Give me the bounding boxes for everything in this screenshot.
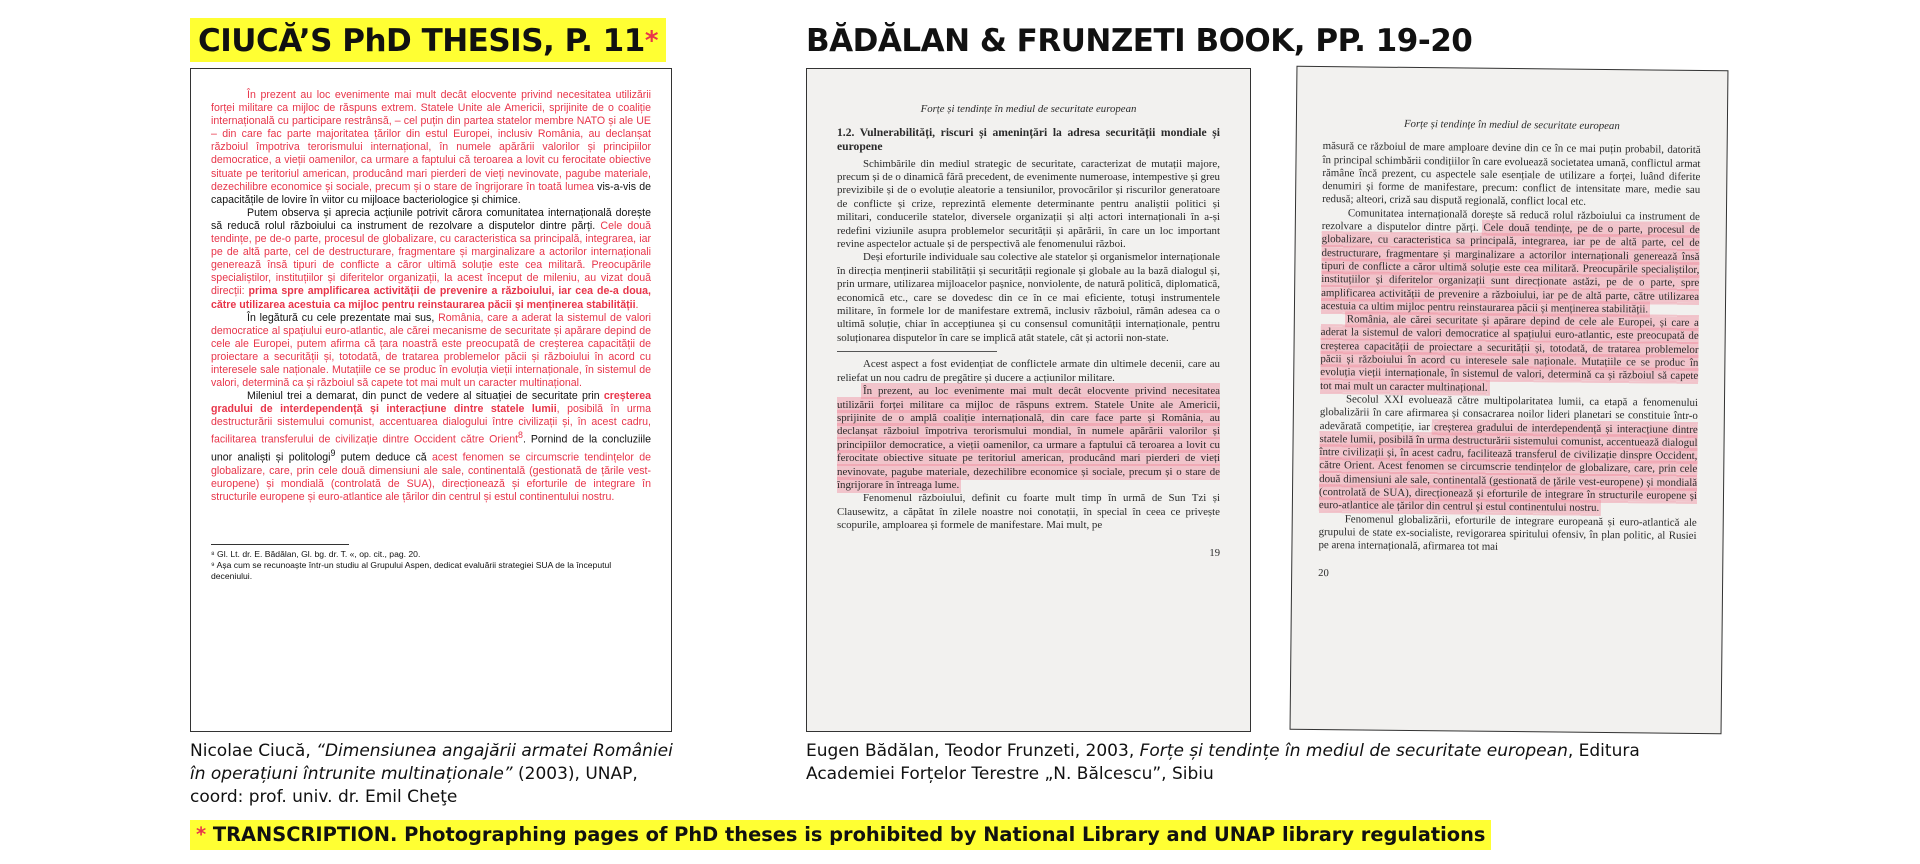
transcription-marker: * bbox=[196, 823, 207, 846]
plain-text: Comunitatea internațională dorește să reducă rolul războiului ca instrument de rezolvare a disputelor dintre părți. bbox=[1321, 207, 1700, 234]
copied-text: Cele două tendințe, pe de-o parte, procesul de globalizare, cu caracteristica sa principală, integrarea, iar pe de altă parte, cel de destructurare, fragmentare și marginalizare a actorilor internaționali generează însă tipuri de conflicte a căror ultimă soluție este cea militară. Preocupările specialiștilor, instituțiilor și diferitelor organizații, la acest început de mileniu, au vizat două direcții: bbox=[211, 219, 651, 298]
original-text: În legătură cu cele prezentate mai sus, bbox=[247, 311, 439, 324]
book-paragraph: măsură ce războiul de mare amploare devine din ce în ce mai puțin probabil, datorită în principal schimbării condițiilor în care evoluează societatea umană, conflictul armat rămâne încă prezent, cu aspectele sale esențiale de utilizare a forței, luând diferite denumiri și forme de manifestare, precum: conflict de intensitate mare, medie sau redusă; alteori, criză sau dispută regională, conflict local etc. bbox=[1322, 140, 1701, 209]
copied-text: România, care a aderat la sistemul de valori democratice al spațiului euro-atlantic, ale cărei mecanisme de securitate și apărare depind de cele ale Europei, putem afirma că țara noastră este preocupată de creșterea capacității de proiectare a securității și, totodată, de tratarea problemelor păcii și războiului în acord cu interesele sale naționale. Mutațiile ce se produc în evoluția vieții internaționale, în sistemul de valori, determină ca și războiul să capete tot mai mult un caracter multinațional. bbox=[211, 311, 651, 390]
thesis-caption bbox=[190, 740, 690, 809]
original-text: Putem observa și aprecia acțiunile potrivit cărora comunitatea internațională dorește să reducă rolul războiului ca instrument de rezolvare a disputelor dintre părți. bbox=[211, 206, 651, 232]
footnote: ⁸ Gl. Lt. dr. E. Bădălan, Gl. bg. dr. T. «, op. cit., pag. 20. bbox=[211, 548, 421, 559]
footnote-divider bbox=[211, 544, 349, 545]
book-paragraph: Acest aspect a fost evidențiat de conflictele armate din ultimele decenii, care au reliefat un nou cadru de pregătire și ducere a acțiunilor militare. bbox=[837, 358, 1220, 384]
book-paragraph-highlighted bbox=[837, 385, 1220, 492]
thesis-title: CIUCĂ’S PhD THESIS, P. 11 bbox=[198, 23, 645, 59]
book-paragraph bbox=[1319, 393, 1698, 517]
highlighted-match: Cele două tendințe, pe de o parte, procesul de globalizare, cu caracteristica sa principală, integrarea, iar pe de altă parte, cel de destructurare, fragmentare și marginalizare a actorilor internaționali generează însă tipuri de conflicte a căror ultimă soluție este cea militară. Preocupările specialiștilor, instituțiilor și diferitelor organizații sunt direcționate astăzi, pe de o parte, spre amplificarea activității de prevenire a războiului, iar pe de altă parte, către utilizarea acestuia ca ultim mijloc pentru reinstaurarea păcii și menținerea stabilității. bbox=[1320, 221, 1700, 316]
running-head: Forțe și tendințe în mediul de securitate european bbox=[1403, 117, 1620, 133]
caption-details: (2003), UNAP, coord: prof. univ. dr. Emil Cheţe bbox=[190, 764, 638, 807]
copied-text-bold: creșterea gradului de interdependență și interacțiune dintre statele lumii bbox=[211, 390, 651, 416]
page-number: 19 bbox=[1209, 547, 1220, 559]
original-text: vis-a-vis de capacitățile de lovire în viitor cu mijloace bacteriologice și chimice. bbox=[211, 180, 651, 206]
thesis-paragraph bbox=[211, 312, 651, 391]
thesis-paragraph bbox=[211, 390, 651, 504]
thesis-paragraph bbox=[211, 89, 651, 207]
caption-author: Nicolae Ciucă, bbox=[190, 741, 317, 761]
copied-text: , posibilă în urma destructurării sistemului comunist, accentuarea dialogului între civilizații și, în acest cadru, facilitarea transferului de civilizație dintre Occident către Orient bbox=[211, 403, 651, 446]
running-head: Forțe și tendințe în mediul de securitate european bbox=[920, 103, 1137, 115]
copied-text: În prezent au loc evenimente mai mult decât elocvente privind necesitatea utilizării forței militare ca mijloc de răspuns extrem. Statele Unite ale Americii, sprijinite de o coaliție internațională cu participare restrânsă, – cel puțin din partea statelor membre NATO și ale UE – din care fac parte majoritatea țărilor din estul Europei, inclusiv România, au declanșat războiul împotriva terorismului internațional, în numele apărării valorilor și principiilor democratice, a vieții oamenilor, ca urmare a faptului că teroarea a lovit cu ferocitate obiective situate pe teritoriul american, producând mari pierderi de vieți nevinovate, pagube materiale, dezechilibre economice și sociale, precum și o stare de îngrijorare în toată lumea bbox=[211, 89, 651, 193]
footnote-ref: 9 bbox=[330, 448, 336, 459]
footnote-ref: 8 bbox=[518, 430, 523, 441]
caption-title: Forțe și tendințe în mediul de securitate european bbox=[1139, 741, 1568, 761]
footnote: ⁹ Așa cum se recunoaște într-un studiu al Grupului Aspen, dedicat evaluării strategiei SUA de la începutul deceniului. bbox=[211, 559, 612, 581]
book-paragraph: Fenomenul globalizării, eforturile de integrare europeană și euro-atlantică ale grupului de state ex-socialiste, revigorarea spiritului ofensiv, în plan politic, al Rusiei pe arena internațională, afirmarea tot mai bbox=[1318, 512, 1697, 554]
divider bbox=[837, 351, 997, 352]
thesis-title-highlight bbox=[190, 18, 666, 62]
book-paragraph: Fenomenul războiului, definit cu foarte mult timp în urmă de Sun Tzi și Clausewitz, a căpătat în zilele noastre noi conotații, în special în ceea ce privește scopurile, amploarea și formele de manifestare. Mai mult, pe bbox=[837, 492, 1220, 532]
copied-text-bold: prima spre amplificarea activității de prevenire a războiului, iar cea de-a doua, către utilizarea acestuia ca mijloc pentru reinstaurarea păcii și menținerea stabilității bbox=[211, 285, 651, 311]
book-title: BĂDĂLAN & FRUNZETI BOOK, PP. 19-20 bbox=[806, 23, 1473, 59]
section-heading: 1.2. Vulnerabilități, riscuri și amenințări la adresa securității mondiale și europene bbox=[837, 126, 1220, 153]
book-paragraph bbox=[1321, 207, 1700, 317]
copied-text: . bbox=[635, 298, 639, 311]
original-text: Mileniul trei a demarat, din punct de vedere al situației de securitate prin bbox=[247, 390, 604, 403]
highlighted-match: În prezent, au loc evenimente mai mult decât elocvente privind necesitatea utilizării forței militare ca mijloc de răspuns extrem. Statele Unite ale Americii, sprijinite de o amplă coaliție internațională, din care face parte și România, au declanșat războiul împotriva terorismului mondial, în numele apărării valorilor și principiilor democratice, a vieții oamenilor, ca urmare a faptului că teroarea a lovit cu ferocitate obiective situate pe teritoriul american, producând mari pierderi de vieți nevinovate, pagube materiale, dezechilibre economice și sociale, precum și o stare de îngrijorare în întreaga lume. bbox=[837, 385, 1220, 491]
page-number: 20 bbox=[1318, 567, 1329, 579]
transcription-note bbox=[190, 820, 1491, 850]
thesis-page-transcription bbox=[190, 68, 672, 732]
book-scan-page-20 bbox=[1290, 66, 1729, 734]
book-caption bbox=[806, 740, 1706, 786]
book-paragraph: Schimbările din mediul strategic de securitate, caracterizat de mutații majore, precum și de o dinamică fără precedent, de evenimente numeroase, intempestive și greu previzibile și de o evoluție aleatorie a tensiunilor, provocărilor și riscurilor generatoare de conflicte și crize, reprezintă elemente determinante pentru analiștii politici și militari, conducerile statelor, diversele organizații și alți actori internaționali în a-și redefini viziunile asupra problemelor securității și apărării, în care un loc important revine aspectelor actuale și de perspectivă ale fenomenului război. bbox=[837, 157, 1220, 251]
plain-text: Secolul XXI evoluează către multipolaritatea lumii, ca etapă a fenomenului globalizării în care afirmarea și consacrarea noilor lideri planetari se constituie într-o adevărată competiție, iar bbox=[1319, 393, 1699, 433]
copied-text: acest fenomen se circumscrie tendințelor de globalizare, care, prin cele două dimensiuni ale sale, continentală (gestionată de țările vest-europene) și mondială (controlată de SUA), direcționează și eforturile de integrare în structurile europene și euro-atlantice ale țărilor din centrul și estul continentului nostru. bbox=[211, 451, 651, 503]
original-text: putem deduce că bbox=[335, 451, 432, 464]
caption-author: Eugen Bădălan, Teodor Frunzeti, 2003, bbox=[806, 741, 1140, 761]
highlighted-match: creșterea gradului de interdependență și interacțiune dintre statele lumii, posibilă în urma destructurării sistemului comunist, accentuează dialogul între civilizații și, în acest cadru, facilitează transferul de civilizație dinspre Occident, către Orient. Acest fenomen se circumscrie tendințelor de globalizare, care, prin cele două dimensiuni ale sale, continentală (gestionată de țările vest-europene) și mondială (controlată de SUA), direcționează și eforturile de integrare în structurile europene și euro-atlantice ale țărilor din centrul și estul continentului nostru. bbox=[1318, 420, 1698, 515]
transcription-note-text: TRANSCRIPTION. Photographing pages of PhD theses is prohibited by National Library and UNAP library regulations bbox=[206, 823, 1486, 846]
caption-title: “Dimensiunea angajării armatei României în operațiuni întrunite multinaționale” bbox=[190, 741, 673, 784]
highlighted-match: România, ale cărei securitate și apărare depind de cele ale Europei, și care a aderat la sistemul de valori democratice al spațiului euro-atlantic, este preocupată de creșterea capacității de proiectare a securității și, totodată, de tratarea problemelor păcii și războiului în acord cu interesele sale naționale. Mutațiile ce se produc în evoluția vieții internaționale, în sistemul de valori, determină ca și războiul să capete tot mai mult un caracter multinațional. bbox=[1320, 313, 1699, 394]
thesis-paragraph bbox=[211, 207, 651, 312]
transcription-marker: * bbox=[644, 26, 658, 56]
book-paragraph: Deși eforturile individuale sau colective ale statelor și organismelor internaționale în direcția menținerii stabilității și securității regionale și globale au la bază dialogul și, prin urmare, utilizarea mijloacelor pașnice, nonviolente, de natură politică, diplomatică, economică etc., care se dovedesc din ce în ce mai eficiente, totuși instrumentele militare, în formele lor de manifestare extremă, inclusiv războiul, rămân adesea ca o ultimă soluție, chiar în accepțiunea și cu consensul comunității internaționale, pentru soluționarea disputelor în care se implică atât statele, cât și actorii non-state. bbox=[837, 251, 1220, 344]
book-paragraph-highlighted bbox=[1320, 313, 1699, 397]
caption-details: , Editura Academiei Forțelor Terestre „N. Bălcescu”, Sibiu bbox=[806, 741, 1640, 784]
original-text: . Pornind de la concluziile unor analiști și politologi bbox=[211, 433, 651, 464]
book-scan-page-19 bbox=[806, 68, 1251, 732]
